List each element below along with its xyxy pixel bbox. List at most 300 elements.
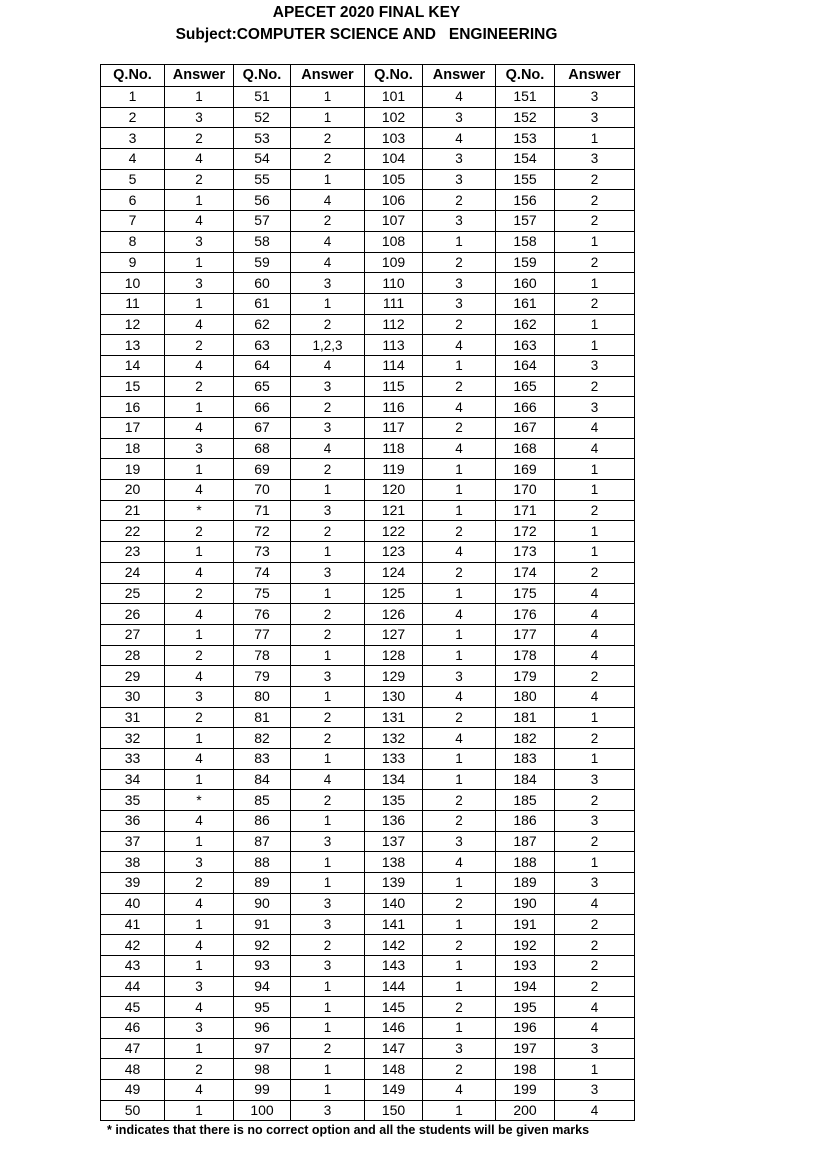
question-number-cell: 36 xyxy=(101,811,165,832)
answer-cell: 2 xyxy=(555,211,635,232)
question-number-cell: 193 xyxy=(496,955,555,976)
question-number-cell: 187 xyxy=(496,831,555,852)
question-number-cell: 30 xyxy=(101,686,165,707)
question-number-cell: 127 xyxy=(365,624,423,645)
answer-cell: 4 xyxy=(165,1080,234,1101)
answer-cell: 1 xyxy=(423,873,496,894)
answer-cell: 4 xyxy=(165,480,234,501)
question-number-cell: 23 xyxy=(101,542,165,563)
question-number-cell: 76 xyxy=(234,604,291,625)
question-number-cell: 61 xyxy=(234,293,291,314)
answer-cell: 1 xyxy=(165,397,234,418)
question-number-cell: 130 xyxy=(365,686,423,707)
answer-key-body xyxy=(101,87,635,1121)
answer-cell: 1 xyxy=(165,87,234,108)
question-number-cell: 163 xyxy=(496,335,555,356)
answer-cell: 2 xyxy=(555,562,635,583)
answer-cell: 1 xyxy=(291,1017,365,1038)
answer-cell: 2 xyxy=(291,128,365,149)
question-number-cell: 26 xyxy=(101,604,165,625)
question-number-cell: 157 xyxy=(496,211,555,232)
table-row xyxy=(101,955,635,976)
answer-cell: 4 xyxy=(291,190,365,211)
question-number-cell: 119 xyxy=(365,459,423,480)
answer-cell: 1 xyxy=(165,728,234,749)
question-number-cell: 133 xyxy=(365,749,423,770)
question-number-cell: 73 xyxy=(234,542,291,563)
question-number-cell: 68 xyxy=(234,438,291,459)
table-row xyxy=(101,169,635,190)
answer-cell: 1 xyxy=(165,542,234,563)
answer-cell: 2 xyxy=(555,666,635,687)
table-row xyxy=(101,562,635,583)
answer-cell: 1 xyxy=(165,190,234,211)
table-row xyxy=(101,749,635,770)
answer-cell: 3 xyxy=(165,273,234,294)
answer-cell: 1 xyxy=(555,852,635,873)
answer-cell: 1 xyxy=(555,335,635,356)
question-number-cell: 153 xyxy=(496,128,555,149)
question-number-cell: 100 xyxy=(234,1100,291,1121)
question-number-cell: 108 xyxy=(365,231,423,252)
question-number-cell: 72 xyxy=(234,521,291,542)
answer-cell: 2 xyxy=(165,128,234,149)
question-number-cell: 132 xyxy=(365,728,423,749)
table-row xyxy=(101,376,635,397)
answer-cell: 2 xyxy=(291,149,365,170)
answer-cell: 1 xyxy=(555,707,635,728)
answer-cell: 2 xyxy=(291,1038,365,1059)
question-number-cell: 2 xyxy=(101,107,165,128)
answer-cell: 2 xyxy=(165,873,234,894)
answer-cell: 1 xyxy=(555,521,635,542)
question-number-cell: 106 xyxy=(365,190,423,211)
question-number-cell: 137 xyxy=(365,831,423,852)
answer-cell: 4 xyxy=(165,666,234,687)
question-number-cell: 169 xyxy=(496,459,555,480)
answer-cell: 2 xyxy=(291,707,365,728)
answer-cell: 2 xyxy=(555,500,635,521)
question-number-cell: 120 xyxy=(365,480,423,501)
question-number-cell: 19 xyxy=(101,459,165,480)
question-number-cell: 16 xyxy=(101,397,165,418)
question-number-cell: 166 xyxy=(496,397,555,418)
answer-cell: 1 xyxy=(291,1080,365,1101)
answer-cell: 3 xyxy=(555,1080,635,1101)
answer-cell: 3 xyxy=(291,418,365,439)
answer-cell: 2 xyxy=(291,728,365,749)
question-number-cell: 186 xyxy=(496,811,555,832)
answer-cell: 1 xyxy=(165,1038,234,1059)
answer-cell: 1 xyxy=(291,686,365,707)
subject-heading: Subject:COMPUTER SCIENCE AND ENGINEERING xyxy=(175,26,558,43)
answer-cell: 4 xyxy=(555,645,635,666)
question-number-cell: 129 xyxy=(365,666,423,687)
column-header-answer: Answer xyxy=(165,65,234,87)
column-header-qno: Q.No. xyxy=(234,65,291,87)
question-number-cell: 31 xyxy=(101,707,165,728)
answer-cell: 2 xyxy=(423,314,496,335)
answer-cell: 2 xyxy=(555,376,635,397)
question-number-cell: 159 xyxy=(496,252,555,273)
answer-cell: 1 xyxy=(555,273,635,294)
table-row xyxy=(101,914,635,935)
table-row xyxy=(101,459,635,480)
question-number-cell: 112 xyxy=(365,314,423,335)
question-number-cell: 78 xyxy=(234,645,291,666)
table-row xyxy=(101,107,635,128)
question-number-cell: 151 xyxy=(496,87,555,108)
answer-cell: 3 xyxy=(291,562,365,583)
table-row xyxy=(101,190,635,211)
question-number-cell: 69 xyxy=(234,459,291,480)
question-number-cell: 66 xyxy=(234,397,291,418)
answer-cell: 2 xyxy=(291,935,365,956)
answer-cell: 2 xyxy=(423,893,496,914)
answer-cell: 1 xyxy=(165,914,234,935)
question-number-cell: 6 xyxy=(101,190,165,211)
answer-cell: 1 xyxy=(291,480,365,501)
answer-cell: 2 xyxy=(423,376,496,397)
answer-cell: 3 xyxy=(291,893,365,914)
table-row xyxy=(101,604,635,625)
question-number-cell: 150 xyxy=(365,1100,423,1121)
answer-cell: 4 xyxy=(555,1100,635,1121)
table-row xyxy=(101,1038,635,1059)
question-number-cell: 60 xyxy=(234,273,291,294)
question-number-cell: 135 xyxy=(365,790,423,811)
question-number-cell: 179 xyxy=(496,666,555,687)
question-number-cell: 152 xyxy=(496,107,555,128)
question-number-cell: 117 xyxy=(365,418,423,439)
question-number-cell: 3 xyxy=(101,128,165,149)
question-number-cell: 107 xyxy=(365,211,423,232)
answer-cell: 2 xyxy=(165,583,234,604)
question-number-cell: 118 xyxy=(365,438,423,459)
answer-cell: 4 xyxy=(165,893,234,914)
question-number-cell: 140 xyxy=(365,893,423,914)
question-number-cell: 32 xyxy=(101,728,165,749)
table-row xyxy=(101,128,635,149)
table-row xyxy=(101,480,635,501)
answer-cell: 4 xyxy=(423,604,496,625)
question-number-cell: 147 xyxy=(365,1038,423,1059)
question-number-cell: 93 xyxy=(234,955,291,976)
question-number-cell: 10 xyxy=(101,273,165,294)
question-number-cell: 57 xyxy=(234,211,291,232)
answer-cell: 4 xyxy=(165,211,234,232)
answer-cell: 4 xyxy=(423,397,496,418)
question-number-cell: 136 xyxy=(365,811,423,832)
question-number-cell: 188 xyxy=(496,852,555,873)
answer-cell: 4 xyxy=(165,811,234,832)
question-number-cell: 128 xyxy=(365,645,423,666)
answer-cell: 1 xyxy=(423,583,496,604)
answer-cell: 4 xyxy=(555,624,635,645)
answer-cell: 2 xyxy=(555,293,635,314)
answer-cell: 1 xyxy=(291,852,365,873)
question-number-cell: 18 xyxy=(101,438,165,459)
question-number-cell: 200 xyxy=(496,1100,555,1121)
question-number-cell: 170 xyxy=(496,480,555,501)
question-number-cell: 75 xyxy=(234,583,291,604)
table-row xyxy=(101,252,635,273)
answer-cell: 1 xyxy=(555,128,635,149)
answer-cell: 1 xyxy=(291,645,365,666)
answer-cell: 3 xyxy=(291,914,365,935)
question-number-cell: 28 xyxy=(101,645,165,666)
answer-cell: 1 xyxy=(165,252,234,273)
question-number-cell: 88 xyxy=(234,852,291,873)
question-number-cell: 41 xyxy=(101,914,165,935)
question-number-cell: 96 xyxy=(234,1017,291,1038)
answer-cell: 4 xyxy=(423,1080,496,1101)
answer-cell: 4 xyxy=(555,583,635,604)
question-number-cell: 141 xyxy=(365,914,423,935)
answer-cell: 3 xyxy=(423,293,496,314)
question-number-cell: 34 xyxy=(101,769,165,790)
question-number-cell: 86 xyxy=(234,811,291,832)
question-number-cell: 194 xyxy=(496,976,555,997)
question-number-cell: 77 xyxy=(234,624,291,645)
answer-cell: 4 xyxy=(165,149,234,170)
question-number-cell: 165 xyxy=(496,376,555,397)
question-number-cell: 7 xyxy=(101,211,165,232)
answer-cell: 4 xyxy=(291,438,365,459)
answer-cell: 3 xyxy=(291,955,365,976)
question-number-cell: 138 xyxy=(365,852,423,873)
answer-cell: 1 xyxy=(165,955,234,976)
answer-cell: 3 xyxy=(423,1038,496,1059)
answer-cell: 3 xyxy=(165,107,234,128)
question-number-cell: 95 xyxy=(234,997,291,1018)
answer-cell: 3 xyxy=(423,107,496,128)
answer-cell: 1 xyxy=(165,1100,234,1121)
question-number-cell: 143 xyxy=(365,955,423,976)
question-number-cell: 44 xyxy=(101,976,165,997)
answer-cell: 3 xyxy=(165,231,234,252)
answer-cell: 3 xyxy=(555,769,635,790)
question-number-cell: 134 xyxy=(365,769,423,790)
answer-cell: 4 xyxy=(555,604,635,625)
answer-cell: 1 xyxy=(423,624,496,645)
answer-cell: 3 xyxy=(165,852,234,873)
column-header-qno: Q.No. xyxy=(496,65,555,87)
answer-cell: 3 xyxy=(165,686,234,707)
answer-cell: 2 xyxy=(165,521,234,542)
table-row xyxy=(101,831,635,852)
answer-cell: 4 xyxy=(555,438,635,459)
question-number-cell: 105 xyxy=(365,169,423,190)
question-number-cell: 22 xyxy=(101,521,165,542)
table-row xyxy=(101,87,635,108)
question-number-cell: 97 xyxy=(234,1038,291,1059)
question-number-cell: 51 xyxy=(234,87,291,108)
table-row xyxy=(101,293,635,314)
answer-cell: 2 xyxy=(555,252,635,273)
question-number-cell: 154 xyxy=(496,149,555,170)
question-number-cell: 83 xyxy=(234,749,291,770)
answer-cell: 1 xyxy=(423,645,496,666)
question-number-cell: 12 xyxy=(101,314,165,335)
question-number-cell: 40 xyxy=(101,893,165,914)
question-number-cell: 15 xyxy=(101,376,165,397)
question-number-cell: 92 xyxy=(234,935,291,956)
question-number-cell: 174 xyxy=(496,562,555,583)
answer-cell: 3 xyxy=(423,149,496,170)
answer-cell: 3 xyxy=(165,438,234,459)
answer-cell: 2 xyxy=(165,376,234,397)
question-number-cell: 149 xyxy=(365,1080,423,1101)
answer-cell: 4 xyxy=(165,935,234,956)
answer-cell: 2 xyxy=(291,790,365,811)
answer-cell: 1 xyxy=(423,231,496,252)
question-number-cell: 171 xyxy=(496,500,555,521)
question-number-cell: 89 xyxy=(234,873,291,894)
question-number-cell: 9 xyxy=(101,252,165,273)
answer-cell: 1 xyxy=(291,997,365,1018)
answer-cell: 1 xyxy=(165,293,234,314)
table-row xyxy=(101,1080,635,1101)
question-number-cell: 1 xyxy=(101,87,165,108)
table-row xyxy=(101,976,635,997)
question-number-cell: 192 xyxy=(496,935,555,956)
column-header-answer: Answer xyxy=(291,65,365,87)
question-number-cell: 180 xyxy=(496,686,555,707)
answer-cell: 1 xyxy=(291,976,365,997)
question-number-cell: 156 xyxy=(496,190,555,211)
question-number-cell: 158 xyxy=(496,231,555,252)
question-number-cell: 123 xyxy=(365,542,423,563)
question-number-cell: 17 xyxy=(101,418,165,439)
question-number-cell: 80 xyxy=(234,686,291,707)
question-number-cell: 24 xyxy=(101,562,165,583)
question-number-cell: 74 xyxy=(234,562,291,583)
answer-cell: 4 xyxy=(423,686,496,707)
question-number-cell: 81 xyxy=(234,707,291,728)
answer-cell: 1 xyxy=(423,480,496,501)
answer-cell: 3 xyxy=(423,831,496,852)
question-number-cell: 4 xyxy=(101,149,165,170)
table-row xyxy=(101,997,635,1018)
table-row xyxy=(101,624,635,645)
answer-cell: 2 xyxy=(555,728,635,749)
table-row xyxy=(101,1100,635,1121)
question-number-cell: 172 xyxy=(496,521,555,542)
answer-cell: 1 xyxy=(423,749,496,770)
question-number-cell: 63 xyxy=(234,335,291,356)
question-number-cell: 146 xyxy=(365,1017,423,1038)
question-number-cell: 21 xyxy=(101,500,165,521)
column-header-qno: Q.No. xyxy=(365,65,423,87)
question-number-cell: 49 xyxy=(101,1080,165,1101)
table-row xyxy=(101,1017,635,1038)
answer-cell: 2 xyxy=(555,831,635,852)
answer-cell: 4 xyxy=(165,604,234,625)
answer-cell: 4 xyxy=(555,893,635,914)
answer-key-table xyxy=(100,64,635,1121)
answer-cell: 1 xyxy=(555,542,635,563)
answer-cell: 2 xyxy=(291,604,365,625)
question-number-cell: 65 xyxy=(234,376,291,397)
answer-cell: 2 xyxy=(423,418,496,439)
table-row xyxy=(101,769,635,790)
table-row xyxy=(101,707,635,728)
answer-cell: 1 xyxy=(423,1017,496,1038)
table-row xyxy=(101,728,635,749)
question-number-cell: 125 xyxy=(365,583,423,604)
question-number-cell: 198 xyxy=(496,1059,555,1080)
answer-cell: 3 xyxy=(555,355,635,376)
question-number-cell: 48 xyxy=(101,1059,165,1080)
question-number-cell: 103 xyxy=(365,128,423,149)
question-number-cell: 14 xyxy=(101,355,165,376)
answer-cell: 2 xyxy=(423,790,496,811)
question-number-cell: 124 xyxy=(365,562,423,583)
answer-cell: 1 xyxy=(165,831,234,852)
question-number-cell: 122 xyxy=(365,521,423,542)
question-number-cell: 178 xyxy=(496,645,555,666)
question-number-cell: 50 xyxy=(101,1100,165,1121)
answer-cell: 2 xyxy=(555,190,635,211)
answer-cell: 3 xyxy=(555,1038,635,1059)
answer-cell: 3 xyxy=(423,169,496,190)
column-header-answer: Answer xyxy=(555,65,635,87)
table-row xyxy=(101,355,635,376)
answer-cell: 4 xyxy=(291,355,365,376)
answer-cell: 1 xyxy=(555,749,635,770)
answer-cell: 1 xyxy=(165,624,234,645)
table-row xyxy=(101,686,635,707)
answer-cell: 2 xyxy=(423,997,496,1018)
table-row xyxy=(101,790,635,811)
table-row xyxy=(101,335,635,356)
question-number-cell: 191 xyxy=(496,914,555,935)
answer-cell: 1 xyxy=(291,1059,365,1080)
question-number-cell: 27 xyxy=(101,624,165,645)
answer-cell: 1 xyxy=(291,542,365,563)
question-number-cell: 113 xyxy=(365,335,423,356)
answer-cell: 4 xyxy=(423,87,496,108)
table-row xyxy=(101,811,635,832)
question-number-cell: 79 xyxy=(234,666,291,687)
question-number-cell: 82 xyxy=(234,728,291,749)
question-number-cell: 62 xyxy=(234,314,291,335)
question-number-cell: 102 xyxy=(365,107,423,128)
answer-cell: 1 xyxy=(423,1100,496,1121)
answer-cell: 2 xyxy=(165,335,234,356)
column-header-qno: Q.No. xyxy=(101,65,165,87)
table-row xyxy=(101,314,635,335)
question-number-cell: 197 xyxy=(496,1038,555,1059)
answer-cell: 4 xyxy=(555,997,635,1018)
question-number-cell: 29 xyxy=(101,666,165,687)
question-number-cell: 37 xyxy=(101,831,165,852)
question-number-cell: 54 xyxy=(234,149,291,170)
question-number-cell: 70 xyxy=(234,480,291,501)
question-number-cell: 101 xyxy=(365,87,423,108)
question-number-cell: 144 xyxy=(365,976,423,997)
question-number-cell: 111 xyxy=(365,293,423,314)
question-number-cell: 183 xyxy=(496,749,555,770)
question-number-cell: 94 xyxy=(234,976,291,997)
answer-cell: 2 xyxy=(165,169,234,190)
answer-cell: 1 xyxy=(165,769,234,790)
question-number-cell: 126 xyxy=(365,604,423,625)
answer-cell: 2 xyxy=(291,397,365,418)
question-number-cell: 71 xyxy=(234,500,291,521)
answer-cell: 1 xyxy=(423,914,496,935)
